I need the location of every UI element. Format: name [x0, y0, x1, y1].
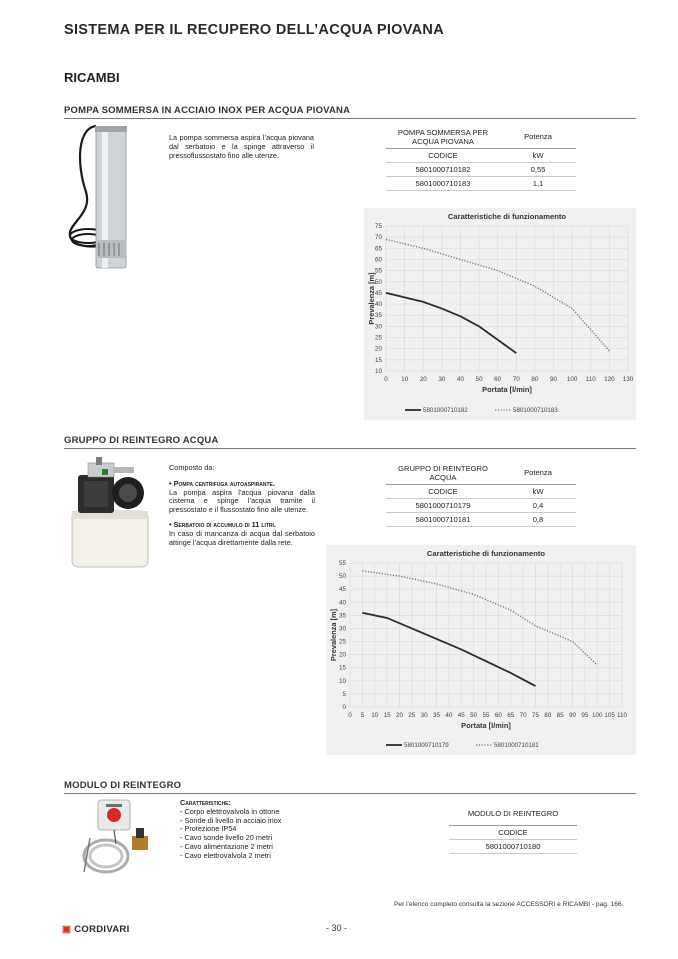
pump-performance-chart	[364, 208, 636, 420]
list-item: - Protezione IP54	[180, 824, 237, 834]
y-tick-label: 60	[374, 256, 382, 264]
x-tick-label: 10	[401, 376, 409, 383]
x-tick-label: 75	[531, 712, 539, 719]
group-description	[169, 464, 315, 547]
x-tick-label: 130	[622, 376, 634, 383]
y-tick-label: 10	[338, 677, 346, 685]
chart-svg	[364, 208, 636, 420]
module-illustration	[76, 798, 156, 880]
table-row: 5801000710180	[449, 839, 577, 853]
group-item2-title: • Serbatoio di accumulo di 11 litri.	[169, 519, 276, 529]
x-axis-label: Portata [l/min]	[461, 721, 511, 730]
group-item1-text: La pompa aspira l’acqua piovana dalla cisterna e spinge l’acqua tramite il pressostato e il flussostato fino alle utenze.	[169, 487, 315, 515]
legend-label: 5801000710182	[423, 407, 468, 414]
table-row: 5801000710181 0,8	[386, 513, 576, 527]
y-tick-label: 0	[342, 704, 346, 711]
group-intro: Composto da:	[169, 463, 215, 472]
y-tick-label: 20	[338, 651, 346, 659]
section-title-pump: POMPA SOMMERSA IN ACCIAIO INOX PER ACQUA PIOVANA	[64, 105, 636, 119]
x-tick-label: 60	[494, 376, 502, 383]
table-row: 5801000710179 0,4	[386, 499, 576, 513]
list-item: - Cavo sonde livello 20 metri	[180, 833, 273, 843]
y-tick-label: 30	[374, 323, 382, 331]
x-tick-label: 40	[445, 712, 453, 719]
section-title-group: GRUPPO DI REINTEGRO ACQUA	[64, 435, 636, 449]
y-tick-label: 55	[338, 560, 346, 567]
x-tick-label: 90	[550, 376, 558, 383]
table-subheader-code: CODICE	[386, 149, 500, 163]
page-subtitle: RICAMBI	[64, 70, 120, 85]
chart-svg	[326, 545, 636, 755]
list-item: - Sonde di livello in acciaio inox	[180, 815, 282, 825]
y-tick-label: 15	[338, 664, 346, 672]
x-tick-label: 50	[475, 376, 483, 383]
module-features-title: Caratteristiche:	[180, 798, 231, 807]
group-item2-text: In caso di mancanza di acqua dal serbatoio attinge l’acqua direttamente dalla rete.	[169, 528, 315, 547]
y-axis-label: Prevalenza [m]	[329, 608, 338, 662]
y-tick-label: 10	[374, 368, 382, 375]
x-tick-label: 0	[384, 376, 388, 383]
y-tick-label: 20	[374, 345, 382, 353]
x-tick-label: 10	[371, 712, 379, 719]
section-title-module: MODULO DI REINTEGRO	[64, 780, 636, 794]
x-tick-label: 0	[348, 712, 352, 719]
x-tick-label: 110	[585, 376, 596, 383]
x-tick-label: 70	[519, 712, 527, 719]
table-header-product: POMPA SOMMERSA PER ACQUA PIOVANA	[386, 127, 500, 149]
table-subheader-kw: kW	[500, 485, 576, 499]
table-header-power: Potenza	[500, 463, 576, 485]
y-tick-label: 75	[374, 223, 382, 230]
list-item: - Cavo elettrovalvola 2 metri	[180, 850, 271, 860]
table-header-product: GRUPPO DI REINTEGRO ACQUA	[386, 463, 500, 485]
pump-illustration	[66, 122, 146, 280]
y-tick-label: 70	[374, 234, 382, 242]
module-image	[76, 798, 156, 880]
module-spec-table	[449, 808, 577, 854]
x-tick-label: 80	[544, 712, 552, 719]
x-tick-label: 20	[395, 712, 403, 719]
x-tick-label: 70	[512, 376, 520, 383]
y-tick-label: 45	[374, 289, 382, 297]
x-tick-label: 95	[581, 712, 589, 719]
table-row: 5801000710183 1,1	[386, 177, 576, 191]
x-tick-label: 15	[383, 712, 391, 719]
legend-label: 5801000710179	[404, 742, 449, 749]
y-axis-label: Prevalenza [m]	[367, 272, 376, 325]
group-performance-chart	[326, 545, 636, 755]
group-image	[66, 455, 154, 573]
table-subheader-kw: kW	[500, 149, 576, 163]
table-subheader-code: CODICE	[449, 825, 577, 839]
x-tick-label: 55	[482, 712, 490, 719]
y-tick-label: 5	[342, 690, 346, 698]
footer-note: Per l’elenco completo consulta la sezione ACCESSORI e RICAMBI - pag. 166.	[394, 901, 624, 908]
table-subheader-code: CODICE	[386, 485, 500, 499]
x-tick-label: 50	[470, 712, 478, 719]
x-tick-label: 90	[569, 712, 577, 719]
x-axis-label: Portata [l/min]	[482, 385, 532, 394]
y-tick-label: 65	[374, 245, 382, 253]
x-tick-label: 40	[456, 376, 464, 383]
group-spec-table	[386, 463, 576, 527]
series-line-5801000710181	[362, 571, 597, 665]
x-tick-label: 100	[566, 376, 578, 383]
x-tick-label: 105	[604, 712, 615, 719]
chart-title: Caratteristiche di funzionamento	[426, 549, 546, 558]
x-tick-label: 110	[616, 712, 628, 719]
x-tick-label: 120	[604, 376, 615, 383]
list-item: - Cavo alimentazione 2 metri	[180, 841, 273, 851]
y-tick-label: 45	[338, 586, 346, 594]
x-tick-label: 65	[507, 712, 515, 719]
page-number: - 30 -	[326, 923, 348, 933]
y-tick-label: 50	[374, 278, 382, 286]
y-tick-label: 40	[374, 301, 382, 309]
y-tick-label: 35	[374, 312, 382, 320]
x-tick-label: 100	[592, 712, 603, 719]
legend-label: 5801000710183	[513, 407, 558, 414]
y-tick-label: 35	[338, 612, 346, 620]
x-tick-label: 45	[457, 712, 465, 719]
page-title: SISTEMA PER IL RECUPERO DELL’ACQUA PIOVANA	[64, 22, 444, 38]
x-tick-label: 25	[408, 712, 416, 719]
x-tick-label: 35	[433, 712, 441, 719]
chart-title: Caratteristiche di funzionamento	[447, 212, 567, 221]
x-tick-label: 5	[360, 712, 365, 719]
brand-name: CORDIVARI	[74, 924, 130, 935]
y-tick-label: 50	[338, 573, 346, 581]
pump-image	[66, 122, 146, 280]
booster-group-illustration	[66, 455, 154, 573]
list-item: - Corpo elettrovalvola in ottone	[180, 806, 280, 816]
x-tick-label: 85	[556, 712, 564, 719]
module-features	[180, 799, 340, 861]
group-item1-title: • Pompa centrifuga autoaspirante.	[169, 478, 275, 488]
y-tick-label: 25	[338, 638, 346, 646]
pump-spec-table	[386, 127, 576, 191]
y-tick-label: 25	[374, 334, 382, 342]
x-tick-label: 80	[531, 376, 539, 383]
brand-logo	[62, 924, 130, 935]
y-tick-label: 40	[338, 599, 346, 607]
y-tick-label: 55	[374, 267, 382, 275]
table-row: 5801000710182 0,55	[386, 163, 576, 177]
x-tick-label: 30	[438, 376, 446, 383]
y-tick-label: 30	[338, 625, 346, 633]
table-header-power: Potenza	[500, 127, 576, 149]
y-tick-label: 15	[374, 356, 382, 364]
brand-mark-icon: ▣	[62, 924, 72, 935]
pump-description: La pompa sommersa aspira l’acqua piovana dal serbatoio e la spinge attraverso il pressoflussostato fino alle utenze.	[169, 133, 314, 160]
table-header-product: MODULO DI REINTEGRO	[449, 808, 577, 825]
series-line-5801000710182	[386, 293, 516, 353]
legend-label: 5801000710181	[494, 742, 539, 749]
x-tick-label: 20	[419, 376, 427, 383]
x-tick-label: 60	[494, 712, 502, 719]
x-tick-label: 30	[420, 712, 428, 719]
